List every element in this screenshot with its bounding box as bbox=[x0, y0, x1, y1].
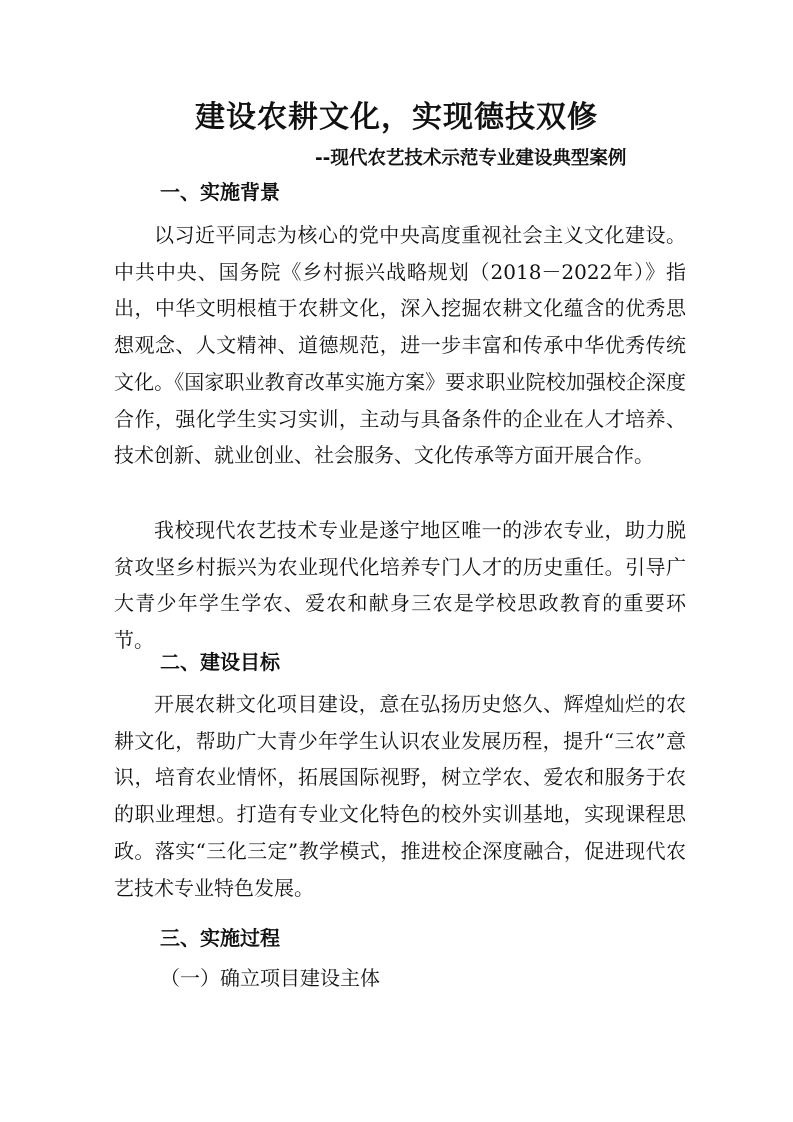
section-heading-background: 一、实施背景 bbox=[160, 180, 280, 204]
section-heading-process: 三、实施过程 bbox=[160, 926, 280, 950]
paragraph-background-2: 我校现代农艺技术专业是遂宁地区唯一的涉农专业，助力脱贫攻坚乡村振兴为农业现代化培养专门人才的历史重任。引导广大青少年学生学农、爱农和献身三农是学校思政教育的重要环节。 bbox=[114, 518, 686, 653]
paragraph-goals: 开展农耕文化项目建设，意在弘扬历史悠久、辉煌灿烂的农耕文化，帮助广大青少年学生认识农业发展历程，提升“三农”意识，培育农业情怀，拓展国际视野，树立学农、爱农和服务于农的职业理想。打造有专业文化特色的校外实训基地，实现课程思政。落实“三化三定”教学模式，推进校企深度融合，促进现代农艺技术专业特色发展。 bbox=[114, 692, 686, 900]
document-title: 建设农耕文化，实现德技双修 bbox=[195, 100, 598, 135]
paragraph-background-1: 以习近平同志为核心的党中央高度重视社会主义文化建设。中共中央、国务院《乡村振兴战略规划（2018－2022年）》指出，中华文明根植于农耕文化，深入挖掘农耕文化蕴含的优秀思想观念、人文精神、道德规范，进一步丰富和传承中华优秀传统文化。《国家职业教育改革实施方案》要求职业院校加强校企深度合作，强化学生实习实训，主动与具备条件的企业在人才培养、技术创新、就业创业、社会服务、文化传承等方面开展合作。 bbox=[114, 223, 686, 468]
sub-heading-project-subject: （一）确立项目建设主体 bbox=[160, 966, 380, 990]
document-subtitle: --现代农艺技术示范专业建设典型案例 bbox=[315, 148, 627, 169]
section-heading-goals: 二、建设目标 bbox=[160, 650, 280, 674]
